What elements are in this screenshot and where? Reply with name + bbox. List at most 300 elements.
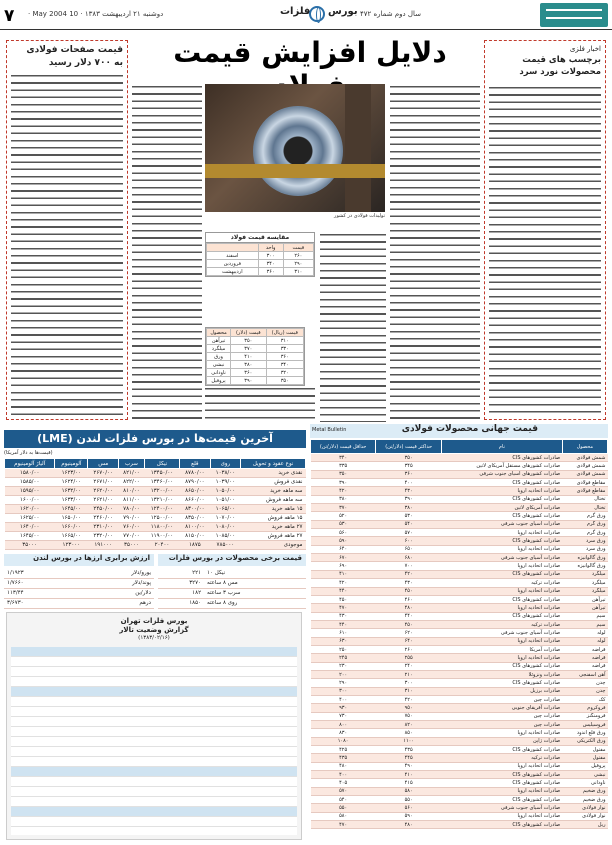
table-cell: ۱۲۳۰۰۰: [55, 541, 88, 550]
table-cell: ۲۱۰: [376, 670, 442, 678]
table-cell: صادرات اتحادیه اروپا: [442, 562, 563, 570]
table-cell: ۲۴۵: [311, 654, 376, 662]
table-cell: صادرات کشورهای CIS: [442, 662, 563, 670]
table-header-row: [5, 459, 306, 469]
table-cell: ۵۴۰: [376, 520, 442, 528]
sidebar-body-text: [11, 73, 123, 415]
table-row: [311, 662, 608, 670]
table-cell: ۱۰۷۰/۰۰: [210, 514, 241, 523]
table-cell: تیرآهن: [562, 595, 607, 603]
table-cell: صادرات ترکیه: [442, 579, 563, 587]
table-cell: ۲۶۷۱/۰۰: [88, 478, 119, 487]
table-cell: نقدی فروش: [241, 478, 306, 487]
table-cell: ۴۸۰: [311, 762, 376, 770]
table-cell: ۴۱۰: [311, 570, 376, 578]
table-row: [311, 779, 608, 787]
news-title-line2: محصولات نورد سرد: [519, 67, 601, 77]
photo-caption: تولیدات فولادی در کشور: [334, 213, 385, 219]
tehran-subtitle: گزارش وضعیت تالار: [119, 626, 189, 634]
table-cell: کک: [562, 695, 607, 703]
table-cell: ۵۸۰: [376, 787, 442, 795]
table-row: [311, 587, 608, 595]
table-cell: ۸۵۰: [376, 729, 442, 737]
table-row: [311, 729, 608, 737]
table-cell: ۸۱۱/۰۰: [118, 496, 144, 505]
table-cell: ورق الکتریکی: [562, 737, 607, 745]
table-cell: ۸۷۹۰/۰۰: [180, 478, 211, 487]
table-row: [311, 812, 608, 820]
table-cell: ۴۲۰: [311, 579, 376, 587]
table-cell: ۱۲۴۰۰/۰۰: [144, 505, 179, 514]
tehran-report-grid: [11, 647, 297, 835]
table-row: [311, 487, 608, 495]
table-cell: ۱۶۴۵/۰۰: [55, 505, 88, 514]
main-headline: دلایل افزایش قیمت: [173, 36, 447, 69]
table-cell: صادرات اتحادیه اروپا: [442, 654, 563, 662]
table-cell: ۳۹۰: [311, 479, 376, 487]
table-row: [311, 562, 608, 570]
table-cell: نوار فولادی: [562, 804, 607, 812]
table-row: [311, 754, 608, 762]
column-header: روی: [210, 459, 241, 469]
column-header: محصول: [562, 440, 607, 454]
table-cell: ورق قلع اندود: [562, 729, 607, 737]
table-row: [311, 470, 608, 478]
page-number: ۷: [4, 6, 15, 26]
table-row: [311, 462, 608, 470]
table-cell: ۳۰۰: [376, 679, 442, 687]
table-cell: ۱۵۹۵/۰۰: [5, 487, 55, 496]
steel-plate-sidebar: [6, 40, 128, 420]
table-cell: ۷۹۰/۰۰: [118, 514, 144, 523]
table-row: [311, 554, 608, 562]
table-cell: ۱۳۴۵۰/۰۰: [144, 469, 179, 478]
table-cell: ۱۶۲۳/۰۰: [55, 469, 88, 478]
table-row: [311, 771, 608, 779]
news-sidebar: [484, 40, 606, 420]
table-cell: ۷۸۰/۰۰: [118, 505, 144, 514]
table-row: [311, 721, 608, 729]
table-cell: ۸۷۸۰/۰۰: [180, 469, 211, 478]
table-cell: صادرات کشورهای CIS: [442, 537, 563, 545]
table-cell: صادرات آمریکا: [442, 645, 563, 653]
table-cell: ۱۶۲۴/۰۰: [55, 478, 88, 487]
table-cell: ۱۹۱۰۰۰: [88, 541, 119, 550]
table-row: ۲۹۰ ۳۴۰ فروردین: [207, 260, 314, 268]
table-row: [5, 496, 306, 505]
table-row: [4, 578, 154, 588]
table-cell: صادرات کشورهای CIS: [442, 746, 563, 754]
table-title: مقایسه قیمت فولاد: [206, 233, 314, 243]
table-cell: ۱۰۶۵/۰۰: [210, 505, 241, 514]
table-cell: دلار/ین: [74, 588, 154, 598]
table-cell: ورق گرم: [562, 529, 607, 537]
globe-icon: [309, 6, 325, 22]
table-cell: تختال: [562, 504, 607, 512]
table-cell: ۶۴۰: [311, 545, 376, 553]
table-row: [158, 598, 306, 608]
table-cell: صادرات کشورهای CIS: [442, 779, 563, 787]
table-cell: ۱۸۷۵: [180, 541, 211, 550]
table-cell: صادرات اتحادیه اروپا: [442, 762, 563, 770]
table-cell: ۲۲۱: [158, 568, 204, 578]
table-cell: ۶۲۰: [376, 629, 442, 637]
table-cell: ۱۱۸۰۰/۰۰: [144, 523, 179, 532]
table-row: [311, 637, 608, 645]
table-cell: مقاطع فولادی: [562, 487, 607, 495]
table-cell: صادرات کشورهای مستقل آمریکای لاتین: [442, 462, 563, 470]
article-column-2c: [205, 386, 315, 422]
table-cell: آهن اسفنجی: [562, 670, 607, 678]
table-cell: ۸۲۰: [376, 721, 442, 729]
tehran-date: (۱۳۸۳/۰۲/۱۶): [138, 635, 170, 641]
table-cell: موجودی: [241, 541, 306, 550]
table-cell: ۱۶۴۰/۰۰: [5, 523, 55, 532]
table-cell: ۴۸۰: [376, 821, 442, 829]
table-cell: ۷۸۵۰۰۰: [210, 541, 241, 550]
table-cell: ۵۵۰: [376, 796, 442, 804]
table-cell: لوله: [562, 637, 607, 645]
column-header: سرب: [118, 459, 144, 469]
table-cell: ۸۲۱/۰۰: [118, 469, 144, 478]
table-cell: ۵۷۰: [311, 787, 376, 795]
table-row: [311, 454, 608, 462]
table-cell: ۲۹۰: [311, 679, 376, 687]
table-cell: ۴۵۰: [376, 587, 442, 595]
table-cell: صادرات اتحادیه اروپا: [442, 587, 563, 595]
table-row: [5, 487, 306, 496]
table-cell: ۱۰۵۰/۰۰: [210, 487, 241, 496]
table-row: [311, 762, 608, 770]
tehran-exchange-report: [6, 612, 302, 840]
table-cell: ۵۹۰: [376, 812, 442, 820]
table-cell: ۴۲۰: [376, 695, 442, 703]
table-cell: قراضه: [562, 645, 607, 653]
table-row: [5, 478, 306, 487]
table-cell: صادرات اتحادیه اروپا: [442, 545, 563, 553]
table-cell: ۲۵۵: [376, 654, 442, 662]
table-cell: صادرات کشورهای CIS: [442, 479, 563, 487]
table-cell: ۴۳۰: [311, 612, 376, 620]
table-cell: ۳۹۰: [376, 495, 442, 503]
table-cell: ورق ضخیم: [562, 787, 607, 795]
column-header: آلومینیوم: [55, 459, 88, 469]
table-row: [311, 787, 608, 795]
table-cell: صادرات کشورهای CIS: [442, 796, 563, 804]
table-cell: ۱۸۵۰: [158, 598, 204, 608]
table-cell: ۴۰۵: [311, 779, 376, 787]
table-cell: ۴۹۰: [376, 762, 442, 770]
table-cell: فروکروم: [562, 704, 607, 712]
table-cell: صادرات ترکیه: [442, 620, 563, 628]
table-cell: ۸۳۰: [311, 729, 376, 737]
table-cell: ۴۱۰: [376, 771, 442, 779]
tehran-title: بورس فلزات تهران: [120, 617, 188, 625]
table-row: ۳۶۰ ۴۱۰ ورق: [207, 353, 304, 361]
table-cell: ورق گرم: [562, 520, 607, 528]
table-row: [5, 505, 306, 514]
news-body-text: [489, 85, 601, 415]
column-header: حداقل قیمت (دلار/تن): [311, 440, 376, 454]
table-cell: میلگرد: [562, 570, 607, 578]
table-cell: ۱۶۲۵/۰۰: [5, 514, 55, 523]
table-cell: ۱۰۸۵/۰۰: [210, 532, 241, 541]
product-price-table: قیمت (ریال) قیمت (دلار) محصول ۳۱۰ ۳۵۰ تیرآهن ۳۳۰ ۳۷۰ میلگرد ۳۶۰ ۴۱۰ ورق ۳۴۰ ۳۸۰ نبشی ۳۲۰ ۳۶۰ ناودانی ۳۵۰ ۳۹۰ پروفیل: [205, 327, 305, 386]
table-cell: ۸۱۵۰/۰۰: [180, 532, 211, 541]
table-cell: ۱۵۸۰/۰۰: [5, 469, 55, 478]
table-cell: صادرات کشورهای CIS: [442, 679, 563, 687]
table-cell: ورق گالوانیزه: [562, 554, 607, 562]
table-cell: ۷۷۰/۰۰: [118, 532, 144, 541]
table-cell: ۶۹۰: [311, 562, 376, 570]
table-cell: ۱۶۶۵/۰۰: [55, 532, 88, 541]
table-cell: صادرات آسیای جنوب شرقی: [442, 554, 563, 562]
table-cell: میلگرد: [562, 587, 607, 595]
table-cell: ۶۵۰: [376, 545, 442, 553]
table-row: ۲۶۰ ۳۰۰ اسفند: [207, 252, 314, 260]
table-cell: ۲۳۰: [311, 662, 376, 670]
table-cell: ۹۵۰: [376, 704, 442, 712]
table-row: [311, 704, 608, 712]
page-header: [0, 0, 612, 30]
table-cell: ۱۵ ماهه فروش: [241, 514, 306, 523]
table-cell: ۳۲۷۰: [158, 578, 204, 588]
steel-prices-source: Metal Bulletin: [312, 427, 347, 433]
table-row: [311, 612, 608, 620]
table-cell: صادرات اتحادیه اروپا: [442, 637, 563, 645]
table-cell: مس ۸ ساعته: [204, 578, 306, 588]
header-date: دوشنبه ۲۱ اردیبهشت ۱۳۸۳ · 10 May 2004 ·: [28, 10, 164, 18]
table-cell: تختال: [562, 495, 607, 503]
table-cell: صادرات اتحادیه اروپا: [442, 787, 563, 795]
exchange-products-title: قیمت برخی محصولات در بورس فلزات: [158, 554, 306, 566]
table-cell: ۲۵۰: [311, 645, 376, 653]
table-cell: فرومنگنز: [562, 712, 607, 720]
table-row: [4, 568, 154, 578]
lme-price-table: [4, 458, 306, 550]
table-cell: ۲۶۷۰/۰۰: [88, 469, 119, 478]
table-cell: ۵۳۰: [376, 512, 442, 520]
table-cell: ۳۸۰: [376, 504, 442, 512]
table-cell: صادرات اتحادیه اروپا: [442, 487, 563, 495]
table-row: [311, 579, 608, 587]
news-kicker: اخبار فلزی: [569, 45, 601, 53]
table-cell: روی ۸ ساعته: [204, 598, 306, 608]
table-cell: شمش فولادی: [562, 454, 607, 462]
table-cell: شمش فولادی: [562, 462, 607, 470]
table-cell: مفتول: [562, 746, 607, 754]
table-cell: ۵۷۰: [376, 529, 442, 537]
table-cell: مفتول: [562, 754, 607, 762]
table-cell: پوند/دلار: [74, 578, 154, 588]
table-cell: ۴۳۰: [376, 487, 442, 495]
table-cell: ۸۶۵۰/۰۰: [180, 487, 211, 496]
table-cell: صادرات کشورهای CIS: [442, 595, 563, 603]
table-cell: صادرات کشورهای CIS: [442, 454, 563, 462]
table-cell: ۱۰۳۹/۰۰: [210, 478, 241, 487]
table-cell: ۸۶۶۰/۰۰: [180, 496, 211, 505]
table-cell: ورق گرم: [562, 512, 607, 520]
table-cell: ۴۵۰: [311, 595, 376, 603]
table-row: ۳۲۰ ۳۶۰ ناودانی: [207, 369, 304, 377]
table-cell: صادرات کشورهای CIS: [442, 512, 563, 520]
exchange-products-table: [158, 568, 306, 609]
table-cell: ۴۰۰: [311, 695, 376, 703]
table-cell: ۱۲۵۰۰/۰۰: [144, 514, 179, 523]
table-row: [311, 670, 608, 678]
table-cell: ۲۰۰: [311, 670, 376, 678]
table-row: [311, 679, 608, 687]
table-row: [311, 645, 608, 653]
table-cell: ۱۳۲۰۰/۰۰: [144, 487, 179, 496]
table-cell: ۵۳۰: [311, 520, 376, 528]
table-cell: ۴۲۵: [311, 746, 376, 754]
table-cell: ۸۲۲/۰۰: [118, 478, 144, 487]
table-cell: ۷۰۰: [376, 562, 442, 570]
column-header: مس: [88, 459, 119, 469]
table-cell: ریل: [562, 821, 607, 829]
table-cell: تیرآهن: [562, 604, 607, 612]
table-row: [311, 529, 608, 537]
table-cell: مقاطع فولادی: [562, 479, 607, 487]
table-cell: ۱۰۳۸/۰۰: [210, 469, 241, 478]
table-cell: سه ماهه فروش: [241, 496, 306, 505]
table-cell: ۱۵ ماهه خرید: [241, 505, 306, 514]
table-cell: میلگرد: [562, 579, 607, 587]
table-cell: صادرات آمریکای لاتین: [442, 504, 563, 512]
table-cell: چدن: [562, 687, 607, 695]
table-cell: قراضه: [562, 662, 607, 670]
table-cell: فروسیلیس: [562, 721, 607, 729]
table-row: [311, 629, 608, 637]
sidebar-title: قیمت صفحات فولادی: [26, 45, 123, 55]
table-cell: صادرات چین: [442, 712, 563, 720]
table-row: [311, 479, 608, 487]
table-row: [311, 604, 608, 612]
steel-comparison-table: مقایسه قیمت فولاد قیمت واحد ۲۶۰ ۳۰۰ اسفند ۲۹۰ ۳۴۰ فروردین ۳۱۰ ۳۶۰ اردیبهشت: [205, 232, 315, 277]
table-cell: ۳۴۰: [311, 454, 376, 462]
table-cell: ۵۴۰: [311, 796, 376, 804]
table-row: ۳۱۰ ۳۵۰ تیرآهن: [207, 337, 304, 345]
issue-number: سال دوم شماره ۴۷۲: [360, 10, 421, 18]
table-cell: ۲۶۲۱/۰۰: [88, 496, 119, 505]
table-cell: ۱۶۲۰/۰۰: [5, 505, 55, 514]
table-cell: ناودانی: [562, 779, 607, 787]
table-row: [5, 532, 306, 541]
table-row: [158, 578, 306, 588]
table-cell: ۱۵۸۵/۰۰: [5, 478, 55, 487]
table-cell: ۵۶۰: [311, 529, 376, 537]
table-header-row: [311, 440, 608, 454]
table-cell: صادرات ژاپن: [442, 737, 563, 745]
table-cell: ۴۴۰: [311, 587, 376, 595]
steel-prices-title: قیمت جهانی محصولات فولادی: [310, 424, 608, 438]
table-row: [4, 598, 154, 608]
table-cell: صادرات کشورهای CIS: [442, 612, 563, 620]
table-row: [311, 695, 608, 703]
table-cell: سرب ۳ ساعته: [204, 588, 306, 598]
table-cell: ۱۰۵۱/۰۰: [210, 496, 241, 505]
table-cell: ۵۹۰: [311, 537, 376, 545]
table-cell: ۲۳۲۰/۰۰: [88, 532, 119, 541]
table-cell: ۲۶۰: [376, 645, 442, 653]
table-cell: ۱۰۸۰/۰۰: [210, 523, 241, 532]
table-cell: صادرات ونزوئلا: [442, 670, 563, 678]
table-cell: ۴۷۰: [311, 821, 376, 829]
table-cell: ۴۳۵: [376, 746, 442, 754]
table-cell: ۱۸۲: [158, 588, 204, 598]
table-row: [311, 804, 608, 812]
table-cell: ۳۰۰: [311, 687, 376, 695]
lme-title: آخرین قیمت‌ها در بورس فلزات لندن (LME): [4, 430, 306, 448]
table-cell: پروفیل: [562, 762, 607, 770]
table-cell: ورق گالوانیزه: [562, 562, 607, 570]
table-row: ۳۵۰ ۳۹۰ پروفیل: [207, 377, 304, 385]
table-cell: ورق سرد: [562, 545, 607, 553]
table-cell: ۱۳۲۱۰/۰۰: [144, 496, 179, 505]
table-cell: ۲۳۱۰/۰۰: [88, 523, 119, 532]
table-row: [311, 737, 608, 745]
table-cell: ۴۱۵: [376, 779, 442, 787]
table-row: [5, 469, 306, 478]
table-cell: چدن: [562, 679, 607, 687]
table-cell: ۲۶۲۰/۰۰: [88, 487, 119, 496]
table-cell: صادرات اتحادیه اروپا: [442, 812, 563, 820]
table-cell: ورق سرد: [562, 537, 607, 545]
table-cell: ۱۱۳/۴۴: [4, 588, 74, 598]
table-cell: ۴۴۰: [311, 620, 376, 628]
table-row: [311, 570, 608, 578]
table-cell: ۳۶۰: [376, 470, 442, 478]
table-cell: صادرات آسیای جنوب شرقی: [442, 804, 563, 812]
column-header: آلیاژ آلومینیوم: [5, 459, 55, 469]
steel-coil-photo: [205, 84, 385, 212]
table-cell: ورق ضخیم: [562, 796, 607, 804]
steel-prices-table: [310, 439, 608, 829]
table-cell: ۱/۷۶۶۰: [4, 578, 74, 588]
table-cell: ۳۵۰: [376, 454, 442, 462]
table-row: [158, 588, 306, 598]
table-cell: ۱۶۰۰/۰۰: [5, 496, 55, 505]
table-cell: سیم: [562, 620, 607, 628]
table-row: [311, 821, 608, 829]
table-cell: ۵۲۰: [311, 512, 376, 520]
table-row: [311, 504, 608, 512]
table-cell: ۷۶۰/۰۰: [118, 523, 144, 532]
table-row: [311, 796, 608, 804]
table-cell: صادرات ترکیه: [442, 754, 563, 762]
table-cell: صادرات کشورهای CIS: [442, 771, 563, 779]
table-cell: صادرات کشورهای CIS: [442, 495, 563, 503]
table-cell: ۵۸۰: [311, 812, 376, 820]
table-cell: نیکل ۱۰: [204, 568, 306, 578]
newspaper-logo: [540, 3, 608, 27]
table-cell: لوله: [562, 629, 607, 637]
table-cell: ۱۱۹۰۰/۰۰: [144, 532, 179, 541]
table-cell: ۵۵۰: [311, 804, 376, 812]
table-cell: ۶۸۰: [376, 554, 442, 562]
table-cell: صادرات کشورهای CIS: [442, 821, 563, 829]
table-cell: ۴۸۰: [376, 604, 442, 612]
table-row: [311, 712, 608, 720]
table-row: ۳۱۰ ۳۶۰ اردیبهشت: [207, 268, 314, 276]
table-row: [311, 595, 608, 603]
table-cell: ۳۴۵: [376, 462, 442, 470]
column-header: نام: [442, 440, 563, 454]
table-row: [311, 495, 608, 503]
table-cell: قراضه: [562, 654, 607, 662]
table-cell: ۲۷ ماهه فروش: [241, 532, 306, 541]
